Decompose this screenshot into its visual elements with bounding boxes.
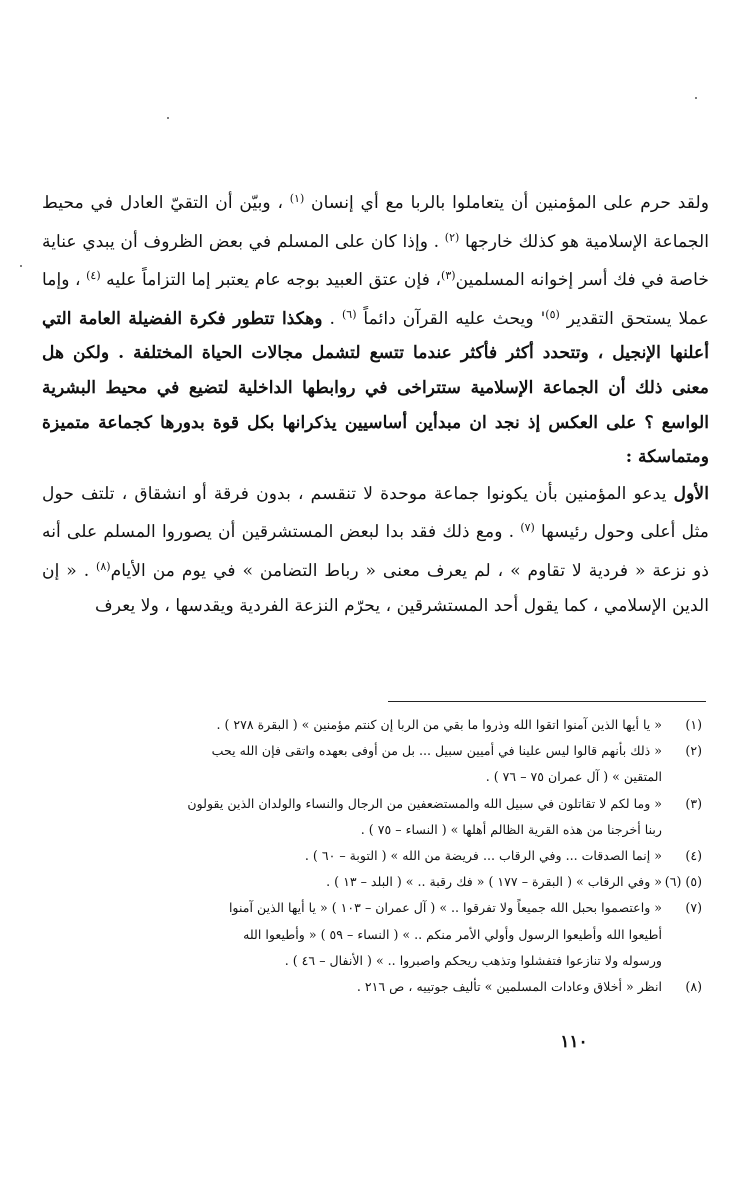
footnote-line: « وما لكم لا تقاتلون في سبيل الله والمستضعفين من الرجال والنساء والولدان الذين يقولون: [187, 795, 662, 811]
scan-speck: [167, 117, 169, 119]
footnote-number: (٤): [685, 848, 702, 864]
footnote-ref-4[interactable]: (٤): [86, 269, 101, 283]
footnote-5-6: [150, 869, 702, 895]
footnote-ref-7[interactable]: (٧): [520, 521, 535, 535]
footnote-ref-2[interactable]: (٢): [444, 230, 460, 244]
paragraph-1-bold-passage: وهكذا تتطور فكرة الفضيلة العامة التي أعلنها الإنجيل ، وتتحدد أكثر فأكثر عندما تتسع لتشمل مجالات الحياة المختلفة . ولكن هل معنى ذلك أن الجماعة الإسلامية ستتراخى في روابطها الداخلية لتضيع في محيط البشرية الواسع ؟ على العكس إذ نجد ان مبدأين أساسيين يذكرانها بكل قوة بدورها كجماعة متميزة ومتماسكة :: [42, 308, 709, 468]
footnote-text: [150, 712, 662, 738]
footnote-ref-8[interactable]: (٨): [96, 559, 111, 573]
footnote-number: (٣): [685, 795, 702, 811]
paragraph-2: [42, 477, 709, 623]
paragraph-1-segment-2: ، وبيّن أن التقيّ العادل في محيط الجماعة الإسلامية هو كذلك خارجها: [42, 193, 709, 252]
main-text: [42, 182, 709, 623]
footnote-4: [150, 843, 702, 869]
footnote-line: المتقين » ( آل عمران ٧٥ – ٧٦ ) .: [485, 769, 662, 785]
paragraph-1-segment-3: . وإذا كان على المسلم في بعض الظروف أن يبدي عناية خاصة في فك أسر إخوانه المسلمين: [42, 231, 710, 291]
paragraph-1-segment-7: .: [322, 308, 342, 329]
footnote-line: ربنا أخرجنا من هذه القرية الظالم أهلها » ( النساء – ٧٥ ) .: [360, 821, 662, 837]
footnote-ref-6[interactable]: (٦): [341, 307, 357, 321]
footnote-ref-1[interactable]: (١): [289, 192, 305, 205]
scan-speck: [20, 265, 22, 267]
footnote-text: [150, 895, 662, 974]
footnote-ref-3[interactable]: (٣): [441, 269, 456, 283]
footnote-8: [150, 974, 702, 1000]
footnote-line: ورسوله ولا تنازعوا فتفشلوا وتذهب ريحكم واصبروا .. » ( الأنفال – ٤٦ ) .: [284, 952, 662, 968]
footnote-text: [150, 974, 662, 1000]
footnote-line: « واعتصموا بحبل الله جميعاً ولا تفرقوا .. » ( آل عمران – ١٠٣ ) « يا أيها الذين آمنوا: [228, 900, 662, 916]
footnote-number: (٥) (٦): [664, 874, 702, 890]
paragraph-2-segment-3: . « إن الدين الإسلامي ، كما يقول أحد المستشرقين ، يحرّم النزعة الفردية ويقدسها ، ولا يعرف: [42, 560, 709, 616]
footnote-1: [150, 712, 702, 738]
paragraph-2-segment-2: . ومع ذلك فقد بدا لبعض المستشرقين أن يصوروا المسلم على أنه ذو نزعة « فردية لا تقاوم » ، لم يعرف معنى « رباط التضامن » في يوم من الأيام: [42, 522, 709, 581]
footnotes: [150, 712, 702, 1000]
footnote-3: [150, 791, 702, 843]
page-number: ١١٠: [560, 1032, 588, 1052]
paragraph-1-segment-6: ' ويحث عليه القرآن دائماً: [356, 308, 546, 329]
paragraph-2-segment-1: يدعو المؤمنين بأن يكونوا جماعة موحدة لا تنقسم ، بدون فرقة أو انشقاق ، تلتف حول مثل أعلى وحول رئيسها: [42, 483, 709, 543]
footnote-text: [150, 843, 662, 869]
footnote-7: [150, 895, 702, 974]
footnote-number: (٨): [685, 979, 702, 995]
footnote-line: انظر « أخلاق وعادات المسلمين » تأليف جوتييه ، ص ٢١٦ .: [356, 979, 662, 995]
footnote-line: أطيعوا الله وأطيعوا الرسول وأولي الأمر منكم .. » ( النساء – ٥٩ ) « وأطيعوا الله: [243, 926, 662, 942]
paragraph-1-segment-4: ، فإن عتق العبيد بوجه عام يعتبر إما التزاماً عليه: [100, 270, 442, 291]
paragraph-2-lead-word: الأول: [673, 483, 709, 504]
paragraph-1-segment-1: ولقد حرم على المؤمنين أن يتعاملوا بالربا مع أي إنسان: [304, 193, 709, 213]
footnote-line: « ذلك بأنهم قالوا ليس علينا في أميين سبيل ... بل من أوفى بعهده واتقى فإن الله يحب: [211, 743, 662, 759]
scan-speck: [695, 97, 697, 99]
footnote-number: (٢): [685, 743, 702, 759]
footnote-text: [150, 791, 662, 843]
footnote-line: « وفي الرقاب » ( البقرة – ١٧٧ ) « فك رقبة .. » ( البلد – ١٣ ) .: [326, 874, 662, 890]
footnote-2: [150, 738, 702, 790]
paragraph-1-segment-5: ، وإما عملا يستحق التقدير: [42, 270, 709, 329]
footnote-divider: [388, 701, 706, 702]
footnote-text: [150, 869, 662, 895]
footnote-line: « يا أيها الذين آمنوا اتقوا الله وذروا ما بقي من الربا إن كنتم مؤمنين » ( البقرة ٢٧٨ ) .: [216, 717, 662, 732]
footnote-line: « إنما الصدقات ... وفي الرقاب ... فريضة من الله » ( التوبة – ٦٠ ) .: [304, 848, 662, 864]
paragraph-1: [42, 182, 709, 475]
footnote-number: (٧): [685, 900, 702, 916]
footnote-text: [150, 738, 662, 790]
footnote-ref-5[interactable]: (٥): [545, 307, 560, 321]
footnote-number: (١): [685, 717, 702, 732]
